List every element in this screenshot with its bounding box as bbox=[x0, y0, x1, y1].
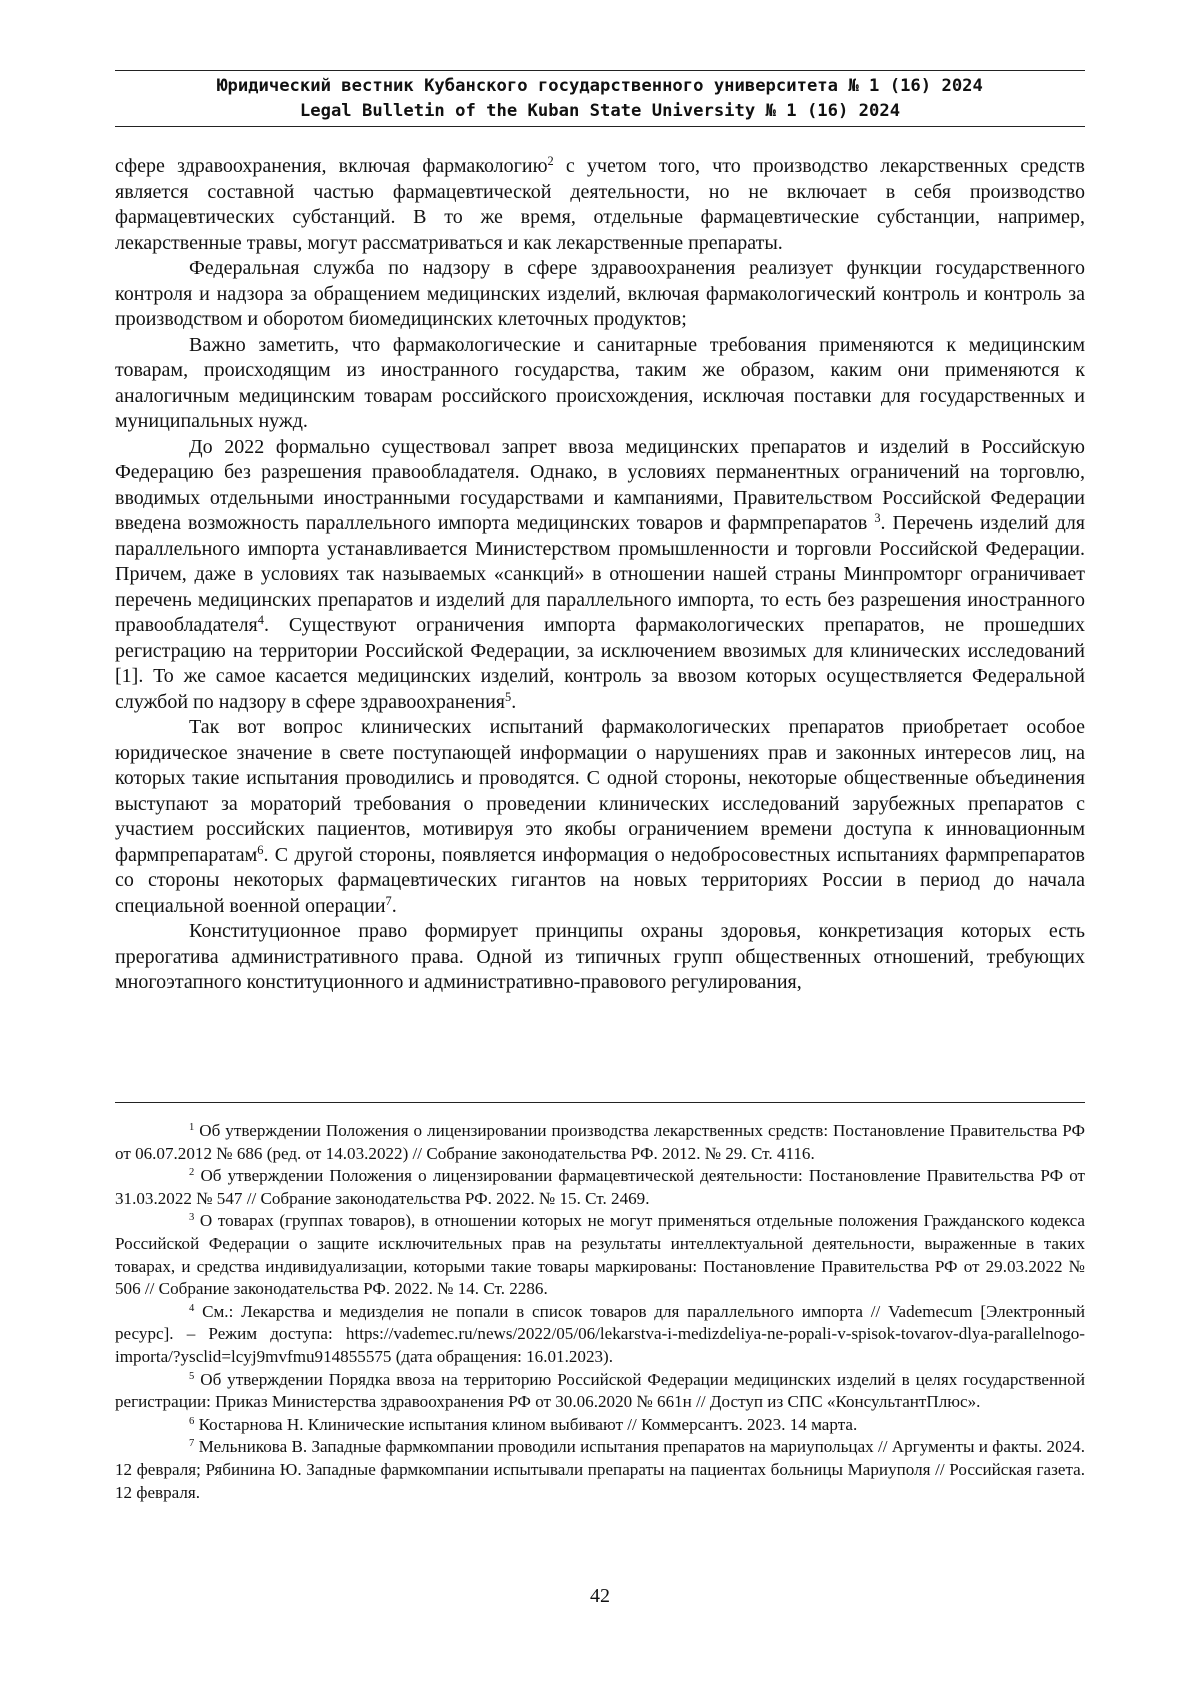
footnote-4 bbox=[115, 1301, 1085, 1369]
text-segment: с учетом того, что производство лекарственных средств является составной частью фармацевтической деятельности, но не включает в себя производство фармацевтических субстанций. В то же время, отдельные фармацевтические субстанции, например, лекарственные травы, могут рассматриваться и как лекарственные препараты. bbox=[115, 155, 1085, 254]
paragraph-3: Важно заметить, что фармакологические и санитарные требования применяются к медицинским товарам, происходящим из иностранного государства, таким же образом, каким они применяются к аналогичным медицинским товарам российского происхождения, исключая поставки для государственных и муниципальных нужд. bbox=[115, 333, 1085, 432]
paragraph-5 bbox=[115, 715, 1085, 919]
journal-title-en: Legal Bulletin of the Kuban State University № 1 (16) 2024 bbox=[299, 101, 901, 121]
article-body bbox=[115, 154, 1085, 996]
text-segment: . Перечень изделий для параллельного импорта устанавливается Министерством промышленности и торговли Российской Федерации. Причем, даже в условиях так называемых «санкций» в отношении нашей страны Минпромторг ограничивает перечень медицинских препаратов и изделий для параллельного импорта, то есть без разрешения иностранного правообладателя bbox=[115, 512, 1086, 636]
text-segment: . bbox=[391, 894, 397, 917]
journal-title-ru: Юридический вестник Кубанского государственного университета № 1 (16) 2024 bbox=[217, 76, 983, 96]
footnote-5 bbox=[115, 1369, 1085, 1414]
footnote-text: Мельникова В. Западные фармкомпании проводили испытания препаратов на мариупольцах // Аргументы и факты. 2024. 12 февраля; Рябинина Ю. Западные фармкомпании испытывали препараты на пациентах больницы Мариуполя // Российская газета. 12 февраля. bbox=[115, 1437, 1085, 1502]
footnote-divider bbox=[115, 1102, 1085, 1103]
footnote-6 bbox=[115, 1414, 1085, 1437]
footnote-number: 5 bbox=[189, 1370, 195, 1382]
text-segment: . bbox=[511, 690, 517, 713]
footnote-ref: 6 bbox=[257, 842, 264, 857]
footnote-1 bbox=[115, 1120, 1085, 1165]
footnote-2 bbox=[115, 1165, 1085, 1210]
footnote-ref: 7 bbox=[385, 893, 392, 908]
journal-header bbox=[115, 70, 1085, 127]
footnote-text: Костарнова Н. Клинические испытания клином выбивают // Коммерсантъ. 2023. 14 марта. bbox=[198, 1414, 858, 1434]
footnote-text: Об утверждении Положения о лицензировании фармацевтической деятельности: Постановление Правительства РФ от 31.03.2022 № 547 // Собрание законодательства РФ. 2022. № 15. Ст. 2469. bbox=[115, 1166, 1085, 1208]
footnote-number: 3 bbox=[189, 1212, 195, 1224]
text-segment: Так вот вопрос клинических испытаний фармакологических препаратов приобретает особое юридическое значение в свете поступающей информации о нарушениях прав и законных интересов лиц, на которых такие испытания проводились и проводятся. С одной стороны, некоторые общественные объединения выступают за мораторий требования о проведении клинических исследований зарубежных препаратов с участием российских пациентов, мотивируя это якобы ограничением времени доступа к инновационным фармпрепаратам bbox=[115, 716, 1085, 866]
text-segment: . Существуют ограничения импорта фармакологических препаратов, не прошедших регистрацию на территории Российской Федерации, за исключением ввозимых для клинических исследований [1]. То же самое касается медицинских изделий, контроль за ввозом которых осуществляется Федеральной службой по надзору в сфере здравоохранения bbox=[115, 614, 1085, 713]
footnotes bbox=[115, 1120, 1085, 1504]
footnote-text: См.: Лекарства и медизделия не попали в список товаров для параллельного импорта // Vademecum [Электронный ресурс]. – Режим доступа: https://vademec.ru/news/2022/05/06/lekarstva-i-medizdeliya-ne-popali-v-spisok-tovarov-dlya-parallelnogo-importa/?ysclid=lcyj9mvfmu914855575 (дата обращения: 16.01.2023). bbox=[115, 1301, 1085, 1366]
page-number: 42 bbox=[590, 1585, 610, 1607]
text-segment: сфере здравоохранения, включая фармакологию bbox=[115, 155, 548, 177]
footnote-text: Об утверждении Положения о лицензировании производства лекарственных средств: Постановление Правительства РФ от 06.07.2012 № 686 (ред. от 14.03.2022) // Собрание законодательства РФ. 2012. № 29. Ст. 4116. bbox=[115, 1121, 1085, 1163]
footnote-text: Об утверждении Порядка ввоза на территорию Российской Федерации медицинских изделий в целях государственной регистрации: Приказ Министерства здравоохранения РФ от 30.06.2020 № 661н // Доступ из СПС «КонсультантПлюс». bbox=[115, 1369, 1085, 1412]
paragraph-2: Федеральная служба по надзору в сфере здравоохранения реализует функции государственного контроля и надзора за обращением медицинских изделий, включая фармакологический контроль и контроль за производством и оборотом биомедицинских клеточных продуктов; bbox=[115, 257, 1085, 330]
footnote-number: 7 bbox=[189, 1438, 195, 1450]
text-segment: До 2022 формально существовал запрет ввоза медицинских препаратов и изделий в Российскую Федерацию без разрешения правообладателя. Однако, в условиях перманентных ограничений на торговлю, вводимых отдельными иностранными государствами и кампаниями, Правительством Российской Федерации введена возможность параллельного импорта медицинских товаров и фармпрепаратов bbox=[115, 435, 1085, 534]
footnote-ref: 4 bbox=[257, 613, 264, 628]
paragraph-6: Конституционное право формирует принципы охраны здоровья, конкретизация которых есть прерогатива административного права. Одной из типичных групп общественных отношений, требующих многоэтапного конституционного и административно-правового регулирования, bbox=[115, 920, 1085, 993]
footnote-3 bbox=[115, 1210, 1085, 1300]
paragraph-1 bbox=[115, 154, 1085, 256]
footnote-7 bbox=[115, 1436, 1085, 1504]
footnote-number: 1 bbox=[189, 1122, 195, 1134]
footnote-ref: 2 bbox=[547, 154, 554, 169]
footnote-number: 4 bbox=[189, 1302, 195, 1314]
footnote-number: 6 bbox=[189, 1415, 195, 1427]
footnote-text: О товарах (группах товаров), в отношении которых не могут применяться отдельные положения Гражданского кодекса Российской Федерации о защите исключительных прав на результаты интеллектуальной деятельности, выраженные в таких товарах, и средства индивидуализации, которыми такие товары маркированы: Постановление Правительства РФ от 29.03.2022 № 506 // Собрание законодательства РФ. 2022. № 14. Ст. 2286. bbox=[115, 1211, 1086, 1299]
footnote-number: 2 bbox=[189, 1167, 195, 1179]
footnote-ref: 5 bbox=[505, 689, 512, 704]
footnote-ref: 3 bbox=[874, 511, 881, 526]
text-segment: . С другой стороны, появляется информация о недобросовестных испытаниях фармпрепаратов со стороны некоторых фармацевтических гигантов на новых территориях России в период до начала специальной военной операции bbox=[115, 843, 1085, 917]
paragraph-4 bbox=[115, 435, 1085, 716]
